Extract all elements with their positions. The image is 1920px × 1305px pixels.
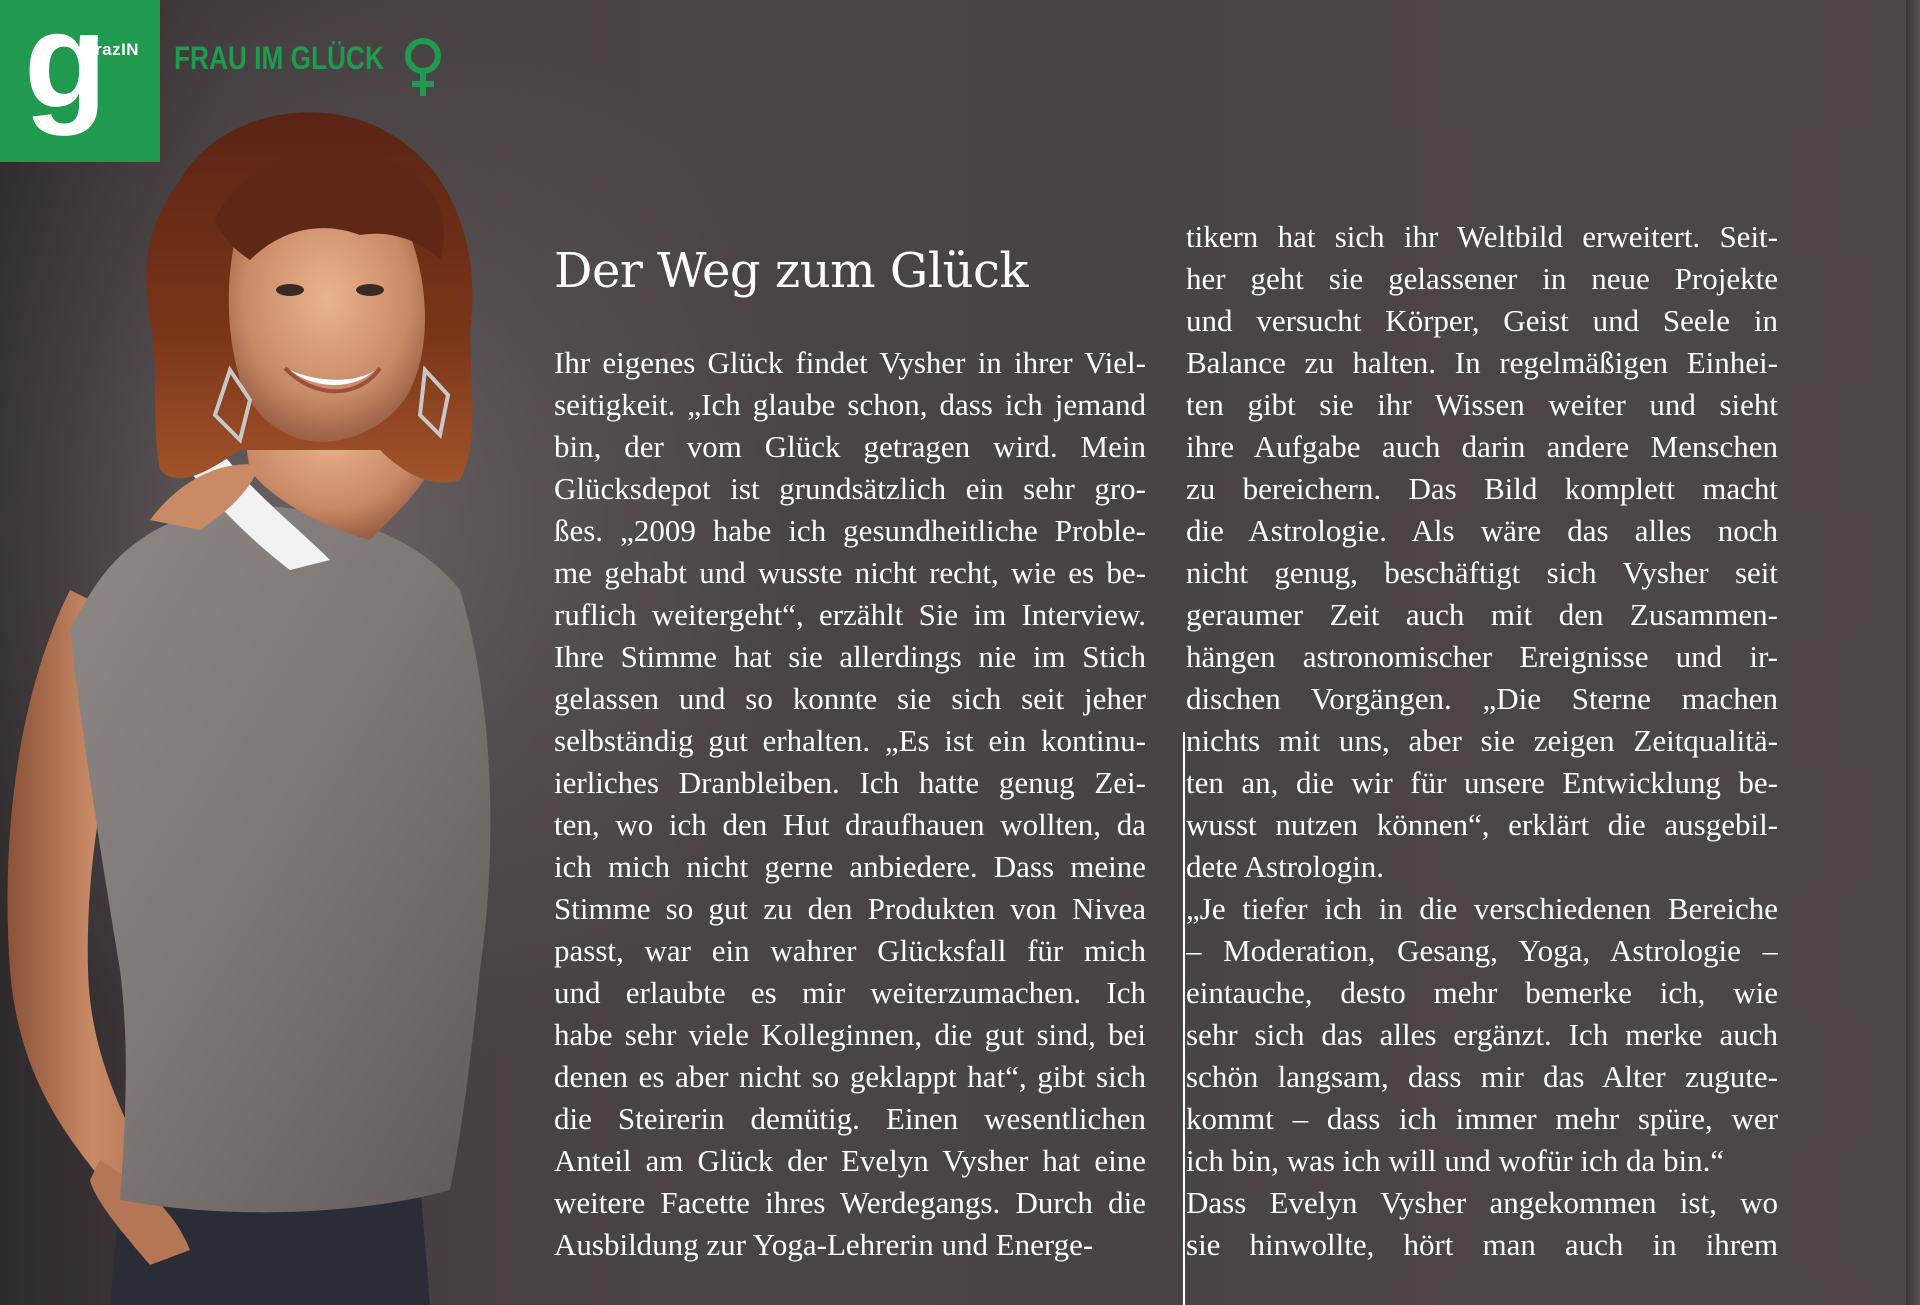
- logo-letter: g: [24, 0, 106, 136]
- text-line: ßes. „2009 habe ich gesundheitliche Proble-: [554, 513, 1146, 548]
- text-line: zu bereichern. Das Bild komplett macht: [1186, 471, 1778, 506]
- text-line: sie hinwollte, hört man auch in ihrem: [1186, 1227, 1778, 1262]
- text-line: ten, wo ich den Hut draufhauen wollten, da: [554, 807, 1146, 842]
- page-edge: [1906, 0, 1920, 1305]
- text-line: Anteil am Glück der Evelyn Vysher hat eine: [554, 1143, 1146, 1178]
- text-line: ten an, die wir für unsere Entwicklung be-: [1186, 765, 1778, 800]
- text-line: Ausbildung zur Yoga-Lehrerin und Energe-: [554, 1227, 1094, 1262]
- text-line: nichts mit uns, aber sie zeigen Zeitqualitä-: [1186, 723, 1778, 758]
- article-headline: Der Weg zum Glück: [554, 243, 1028, 299]
- text-line: und erlaubte es mir weiterzumachen. Ich: [554, 975, 1146, 1010]
- text-line: gelassen und so konnte sie sich seit jeher: [554, 681, 1146, 716]
- eye: [276, 284, 304, 296]
- text-line: Dass Evelyn Vysher angekommen ist, wo: [1186, 1185, 1778, 1220]
- text-line: „Je tiefer ich in die verschiedenen Bereiche: [1186, 891, 1778, 926]
- text-line: ihre Aufgabe auch darin andere Menschen: [1186, 429, 1778, 464]
- eye: [356, 284, 384, 296]
- text-line: me gehabt und wusste nicht recht, wie es be-: [554, 555, 1146, 590]
- text-line: selbständig gut erhalten. „Es ist ein kontinu-: [554, 723, 1146, 758]
- column-rule: [1183, 732, 1185, 1305]
- text-line: habe sehr viele Kolleginnen, die gut sind, bei: [554, 1017, 1146, 1052]
- text-line: kommt – dass ich immer mehr spüre, wer: [1186, 1101, 1778, 1136]
- text-line: nicht genug, beschäftigt sich Vysher seit: [1186, 555, 1778, 590]
- text-line: Ihr eigenes Glück findet Vysher in ihrer Viel-: [554, 345, 1146, 380]
- venus-symbol-icon: [400, 36, 446, 98]
- logo-wordmark: razIN: [95, 40, 140, 59]
- section-rubric: FRAU IM GLÜCK: [174, 40, 384, 76]
- text-line: bin, der vom Glück getragen wird. Mein: [554, 429, 1146, 464]
- text-line: passt, war ein wahrer Glücksfall für mich: [554, 933, 1146, 968]
- text-line: sehr sich das alles ergänzt. Ich merke auch: [1186, 1017, 1778, 1052]
- text-line: wusst nutzen können“, erklärt die ausgebil-: [1186, 807, 1778, 842]
- text-line: weitere Facette ihres Werdegangs. Durch die: [554, 1185, 1146, 1220]
- text-line: und versucht Körper, Geist und Seele in: [1186, 303, 1778, 338]
- portrait-photo: [0, 70, 520, 1305]
- text-line: schön langsam, dass mir das Alter zugute-: [1186, 1059, 1778, 1094]
- text-line: her geht sie gelassener in neue Projekte: [1186, 261, 1778, 296]
- text-line: die Astrologie. Als wäre das alles noch: [1186, 513, 1778, 548]
- text-line: Stimme so gut zu den Produkten von Nivea: [554, 891, 1146, 926]
- magazine-logo: [0, 0, 160, 162]
- text-line: ich bin, was ich will und wofür ich da bin.“: [1186, 1143, 1725, 1178]
- text-line: denen es aber nicht so geklappt hat“, gibt sich: [554, 1059, 1146, 1094]
- text-line: dete Astrologin.: [1186, 849, 1385, 884]
- text-line: ich mich nicht gerne anbiedere. Dass meine: [554, 849, 1146, 884]
- text-line: dischen Vorgängen. „Die Sterne machen: [1186, 681, 1778, 716]
- text-line: – Moderation, Gesang, Yoga, Astrologie –: [1186, 933, 1778, 968]
- text-line: hängen astronomischer Ereignisse und ir-: [1186, 639, 1778, 674]
- text-line: Glücksdepot ist grundsätzlich ein sehr gro-: [554, 471, 1146, 506]
- article-column-1: [554, 342, 1146, 1266]
- text-line: ten gibt sie ihr Wissen weiter und sieht: [1186, 387, 1778, 422]
- text-line: eintauche, desto mehr bemerke ich, wie: [1186, 975, 1778, 1010]
- text-line: tikern hat sich ihr Weltbild erweitert. Seit-: [1186, 219, 1778, 254]
- article-column-2: [1186, 216, 1778, 1266]
- text-line: die Steirerin demütig. Einen wesentlichen: [554, 1101, 1146, 1136]
- t-shirt: [70, 506, 490, 1212]
- text-line: Balance zu halten. In regelmäßigen Einhei-: [1186, 345, 1778, 380]
- text-line: ruflich weitergeht“, erzählt Sie im Interview.: [554, 597, 1146, 632]
- text-line: seitigkeit. „Ich glaube schon, dass ich jemand: [554, 387, 1146, 422]
- text-line: geraumer Zeit auch mit den Zusammen-: [1186, 597, 1778, 632]
- text-line: Ihre Stimme hat sie allerdings nie im Stich: [554, 639, 1146, 674]
- text-line: ierliches Dranbleiben. Ich hatte genug Zei-: [554, 765, 1146, 800]
